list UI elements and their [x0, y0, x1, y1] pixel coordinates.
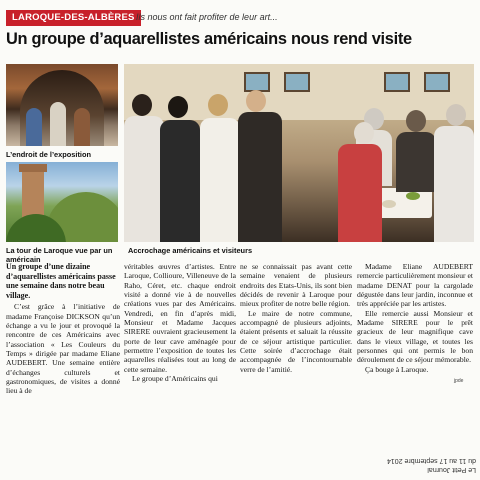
article-paragraph: Le groupe d’Américains qui — [132, 374, 218, 384]
article-column-3 — [240, 262, 352, 374]
article-paragraph: Madame Eliane AUDEBERT remercie particulièrement monsieur et madame DENAT pour la cargolade dégustée dans leur jardin, inconnue et très appréciée par les artistes. — [357, 262, 473, 309]
article-column-1 — [6, 262, 120, 396]
laroque-tower-painting — [6, 162, 118, 242]
publication-stamp — [352, 452, 476, 474]
article-lead: Un groupe d’une dizaine d’aquarellistes américains passe une semaine dans notre beau village. — [6, 262, 116, 300]
crowd-photo — [124, 64, 474, 242]
article-paragraph: C’est grâce à l’initiative de madame Françoise DICKSON qu’un échange a vu le jour et provoqué la rencontre de ces Américains avec l’association « Les Couleurs du Temps » dirigée par madame Eliane AUDEBERT. Une semaine entière d’échanges culturels et gastronomiques, de visites a donné lieu à de — [6, 302, 120, 396]
stamp-line-2: du 11 au 17 septembre 2014 — [387, 457, 476, 464]
kicker-text: Ils nous ont fait profiter de leur art... — [136, 12, 278, 22]
article-paragraph: Elle remercie aussi Monsieur et Madame SIRERE pour le prêt gracieux de leur magnifique cave dans le vieux village, et toutes les personnes qui ont permis le bon déroulement de ce séjour mémorable. — [357, 308, 473, 365]
photo-caption: L’endroit de l’exposition — [6, 150, 91, 159]
article-column-4 — [357, 262, 473, 374]
author-signature: jpde — [454, 378, 464, 384]
stamp-line-1: Le Petit Journal — [427, 466, 476, 473]
section-tag: LAROQUE-DES-ALBÈRES — [6, 10, 141, 26]
page-title: Un groupe d’aquarellistes américains nous rend visite — [6, 30, 412, 48]
article-paragraph: Ça bouge à Laroque. — [365, 364, 429, 374]
article-column-2 — [124, 262, 236, 383]
article-paragraph: ne se connaissait pas avant cette semaine venaient de plusieurs endroits des Etats-Unis, ils sont bien décidés de revenir à Laroque pour mieux profiter de notre belle région. — [240, 262, 352, 309]
photo-caption: La tour de Laroque vue par un américain — [6, 246, 113, 264]
article-paragraph: Le maire de notre commune, accompagné de plusieurs adjoints, étaient présents et saluait la réussite de ce séjour artistique particulier. Cette soirée d’accrochage était accompagnée de l’incontournable verre de l’amitié. — [240, 308, 352, 374]
exhibition-venue-photo — [6, 64, 118, 146]
article-paragraph: véritables œuvres d’artistes. Entre Laroque, Collioure, Villeneuve de la Raho, Céret, etc. chaque endroit visité a donné vie à de nouvelles créations vues par des Américains. Vendredi, en fin d’après midi, Monsieur et Madame Jacques SIRERE ouvraient gracieusement la porte de leur cave aménagée pour permettre l’exposition de toutes les aquarelles réalisées tout au long de cette semaine. — [124, 262, 236, 374]
photo-caption: Accrochage américains et visiteurs — [128, 246, 253, 255]
